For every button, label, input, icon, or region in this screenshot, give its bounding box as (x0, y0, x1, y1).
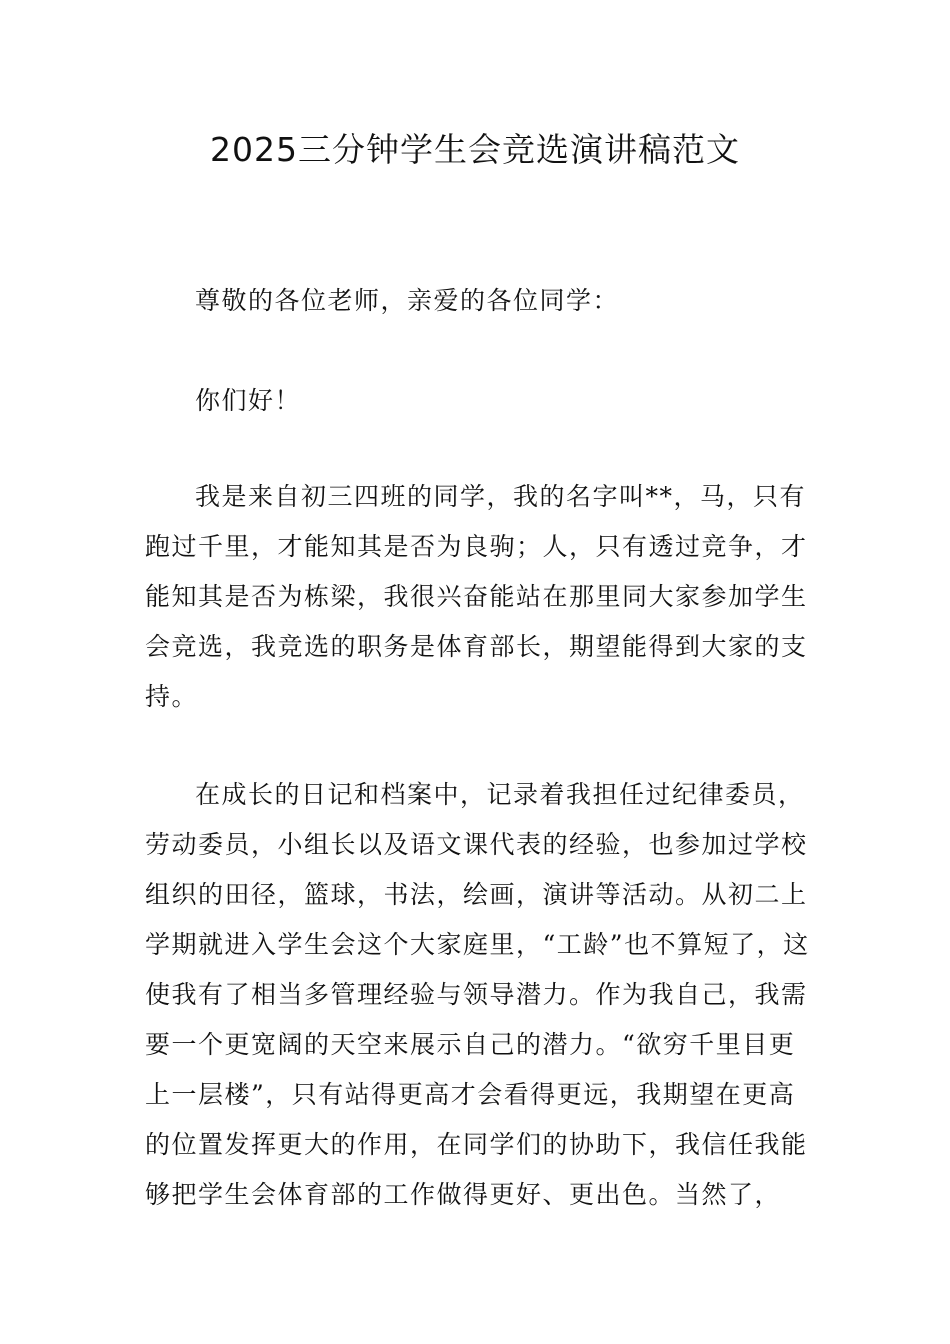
paragraph-hello (145, 376, 810, 426)
paragraph-text: 你们好！ (195, 386, 302, 415)
document-title: 2025三分钟学生会竞选演讲稿范文 (210, 130, 740, 169)
paragraph-text: 尊敬的各位老师，亲爱的各位同学： (195, 286, 620, 315)
paragraph-text: 在成长的日记和档案中，记录着我担任过纪律委员，劳动委员，小组长以及语文课代表的经验，也参加过学校组织的田径，篮球，书法，绘画，演讲等活动。从初二上学期就进入学生会这个大家庭里，“工龄”也不算短了，这使我有了相当多管理经验与领导潜力。作为我自己，我需要一个更宽阔的天空来展示自己的潜力。“欲穷千里目更上一层楼”，只有站得更高才会看得更远，我期望在更高的位置发挥更大的作用，在同学们的协助下，我信任我能够把学生会体育部的工作做得更好、更出色。当然了， (145, 780, 810, 1209)
paragraph-greeting (145, 276, 810, 326)
paragraph-experience (145, 770, 810, 1220)
paragraph-text: 我是来自初三四班的同学，我的名字叫**，马，只有跑过千里，才能知其是否为良驹；人，只有透过竞争，才能知其是否为栋梁，我很兴奋能站在那里同大家参加学生会竞选，我竞选的职务是体育部长，期望能得到大家的支持。 (145, 482, 808, 711)
paragraph-introduction (145, 472, 810, 722)
